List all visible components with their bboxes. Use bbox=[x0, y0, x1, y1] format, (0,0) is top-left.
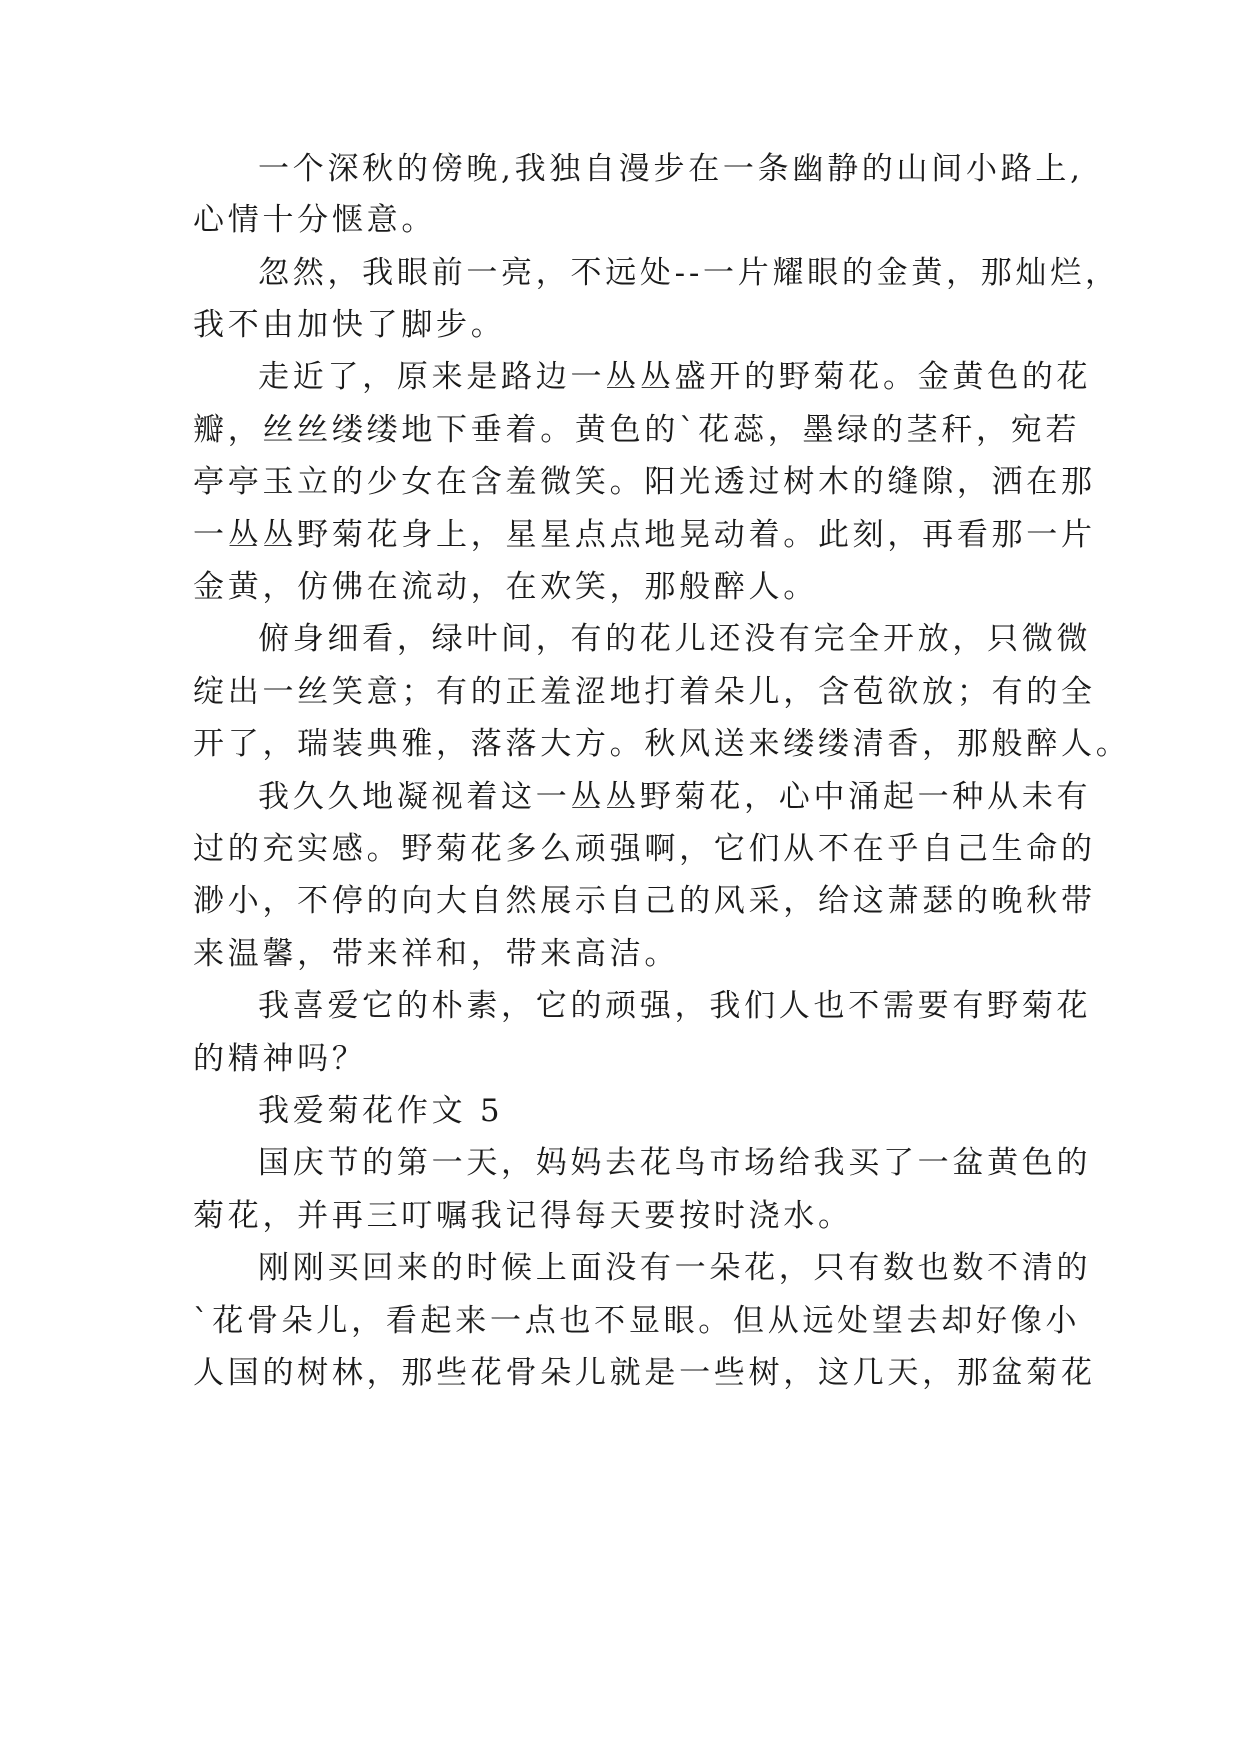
paragraph-line: 忽然，我眼前一亮，不远处--一片耀眼的金黄，那灿烂， bbox=[258, 255, 1120, 291]
paragraph-line: 来温馨，带来祥和，带来高洁。 bbox=[193, 936, 680, 972]
paragraph-line: 一个深秋的傍晚,我独自漫步在一条幽静的山间小路上, bbox=[258, 151, 1084, 187]
section-heading: 我爱菊花作文 5 bbox=[258, 1093, 504, 1129]
paragraph-line: 我喜爱它的朴素，它的顽强，我们人也不需要有野菊花 bbox=[258, 988, 1092, 1024]
paragraph-line: 人国的树林，那些花骨朵儿就是一些树，这几天，那盆菊花 bbox=[193, 1355, 1096, 1391]
paragraph-line: 一丛丛野菊花身上，星星点点地晃动着。此刻，再看那一片 bbox=[193, 517, 1096, 553]
paragraph-line: 开了，瑞装典雅，落落大方。秋风送来缕缕清香，那般醉人。 bbox=[193, 726, 1131, 762]
paragraph-line: 俯身细看，绿叶间，有的花儿还没有完全开放，只微微 bbox=[258, 621, 1092, 657]
paragraph-line: 亭亭玉立的少女在含羞微笑。阳光透过树木的缝隙，洒在那 bbox=[193, 464, 1096, 500]
paragraph-line: 刚刚买回来的时候上面没有一朵花，只有数也数不清的 bbox=[258, 1250, 1092, 1286]
paragraph-line: 菊花，并再三叮嘱我记得每天要按时浇水。 bbox=[193, 1198, 853, 1234]
paragraph-line: 渺小，不停的向大自然展示自己的风采，给这萧瑟的晚秋带 bbox=[193, 883, 1096, 919]
paragraph-line: 绽出一丝笑意；有的正羞涩地打着朵儿，含苞欲放；有的全 bbox=[193, 674, 1096, 710]
paragraph-line: 心情十分惬意。 bbox=[193, 202, 437, 238]
paragraph-line: 国庆节的第一天，妈妈去花鸟市场给我买了一盆黄色的 bbox=[258, 1145, 1092, 1181]
paragraph-line: 我不由加快了脚步。 bbox=[193, 307, 506, 343]
paragraph-line: 瓣，丝丝缕缕地下垂着。黄色的`花蕊，墨绿的茎秆，宛若 bbox=[193, 412, 1081, 448]
paragraph-line: 的精神吗？ bbox=[193, 1041, 367, 1077]
paragraph-line: 过的充实感。野菊花多么顽强啊，它们从不在乎自己生命的 bbox=[193, 831, 1096, 867]
paragraph-line: 走近了，原来是路边一丛丛盛开的野菊花。金黄色的花 bbox=[258, 359, 1092, 395]
paragraph-line: `花骨朵儿，看起来一点也不显眼。但从远处望去却好像小 bbox=[193, 1303, 1081, 1339]
paragraph-line: 我久久地凝视着这一丛丛野菊花，心中涌起一种从未有 bbox=[258, 779, 1092, 815]
paragraph-line: 金黄，仿佛在流动，在欢笑，那般醉人。 bbox=[193, 569, 818, 605]
